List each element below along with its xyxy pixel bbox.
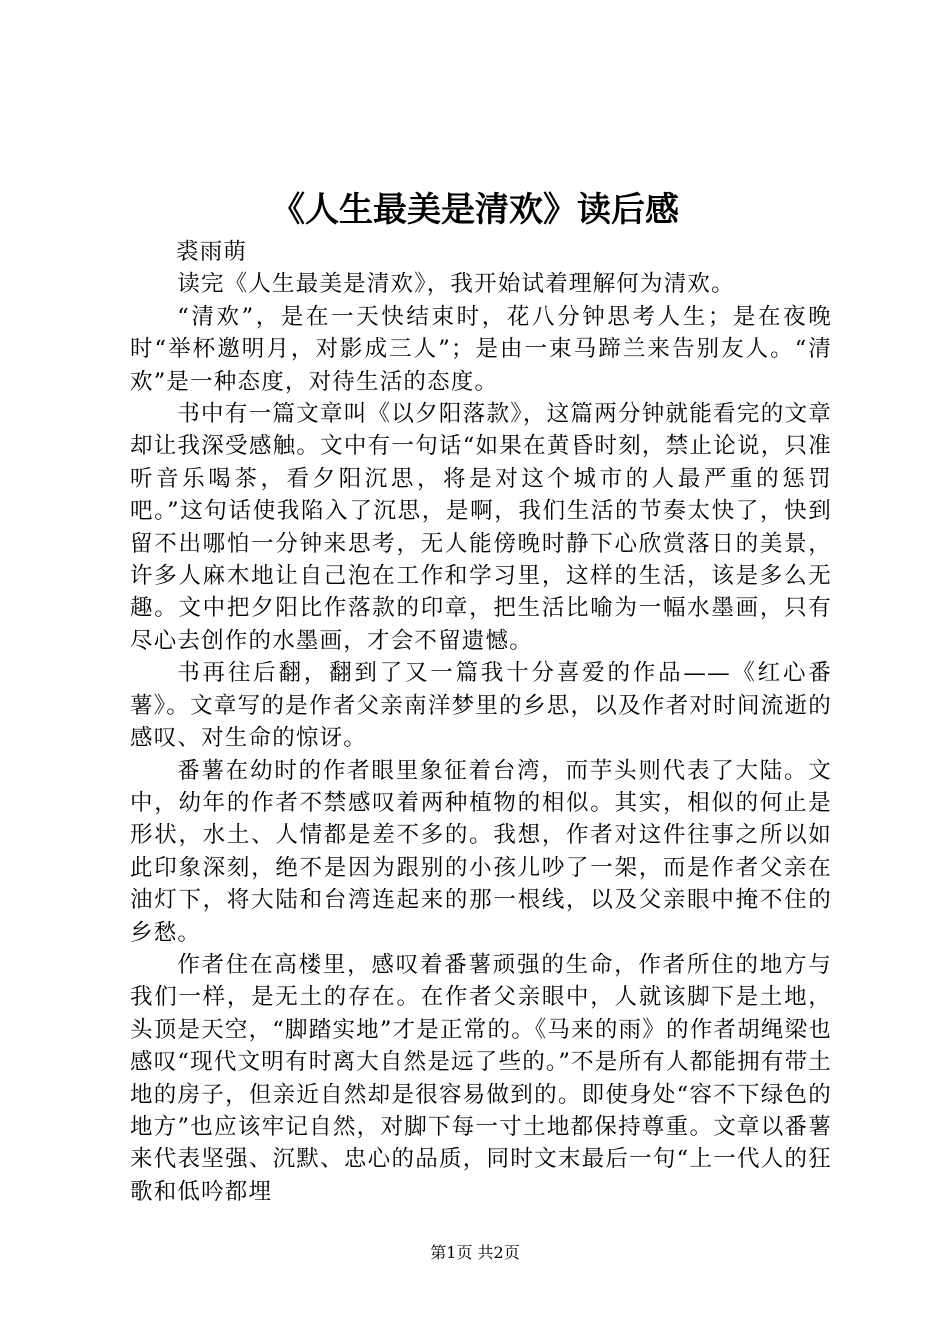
paragraph: 读完《人生最美是清欢》，我开始试着理解何为清欢。 [177,271,735,298]
paragraph: 番薯在幼时的作者眼里象征着台湾，而芋头则代表了大陆。文中，幼年的作者不禁感叹着两种植物的相似。其实，相似的何止是形状，水土、人情都是差不多的。我想，作者对这件往事之所以如此印象深刻，绝不是因为跟别的小孩儿吵了一架，而是作者父亲在油灯下，将大陆和台湾连起来的那一根线，以及父亲眼中掩不住的乡愁。 [130,757,832,946]
paragraph: 书中有一篇文章叫《以夕阳落款》，这篇两分钟就能看完的文章却让我深受感触。文中有一句话“如果在黄昏时刻，禁止论说，只准听音乐喝茶，看夕阳沉思，将是对这个城市的人最严重的惩罚吧。”这句话使我陷入了沉思，是啊，我们生活的节奏太快了，快到留不出哪怕一分钟来思考，无人能傍晚时静下心欣赏落日的美景，许多人麻木地让自己泡在工作和学习里，这样的生活，该是多么无趣。文中把夕阳比作落款的印章，把生活比喻为一幅水墨画，只有尽心去创作的水墨画，才会不留遗憾。 [130,401,832,654]
paragraph: “清欢”，是在一天快结束时，花八分钟思考人生；是在夜晚时“举杯邀明月，对影成三人”；是由一束马蹄兰来告别友人。“清欢”是一种态度，对待生活的态度。 [130,303,832,395]
author-name: 裘雨萌 [176,239,248,265]
document-body [130,236,832,1208]
document-title: 《人生最美是清欢》读后感 [271,190,679,230]
paragraph: 作者住在高楼里，感叹着番薯顽强的生命，作者所住的地方与我们一样，是无土的存在。在作者父亲眼中，人就该脚下是土地，头顶是天空，“脚踏实地”才是正常的。《马来的雨》的作者胡绳梁也感叹“现代文明有时离大自然是远了些的。”不是所有人都能拥有带土地的房子，但亲近自然却是很容易做到的。即使身处“容不下绿色的地方”也应该牢记自然，对脚下每一寸土地都保持尊重。文章以番薯来代表坚强、沉默、忠心的品质，同时文末最后一句“上一代人的狂歌和低吟都埋 [130,951,832,1205]
paragraph: 书再往后翻，翻到了又一篇我十分喜爱的作品——《红心番薯》。文章写的是作者父亲南洋梦里的乡思，以及作者对时间流逝的感叹、对生命的惊讶。 [130,660,832,752]
page-footer: 第1页 共2页 [430,1243,520,1262]
